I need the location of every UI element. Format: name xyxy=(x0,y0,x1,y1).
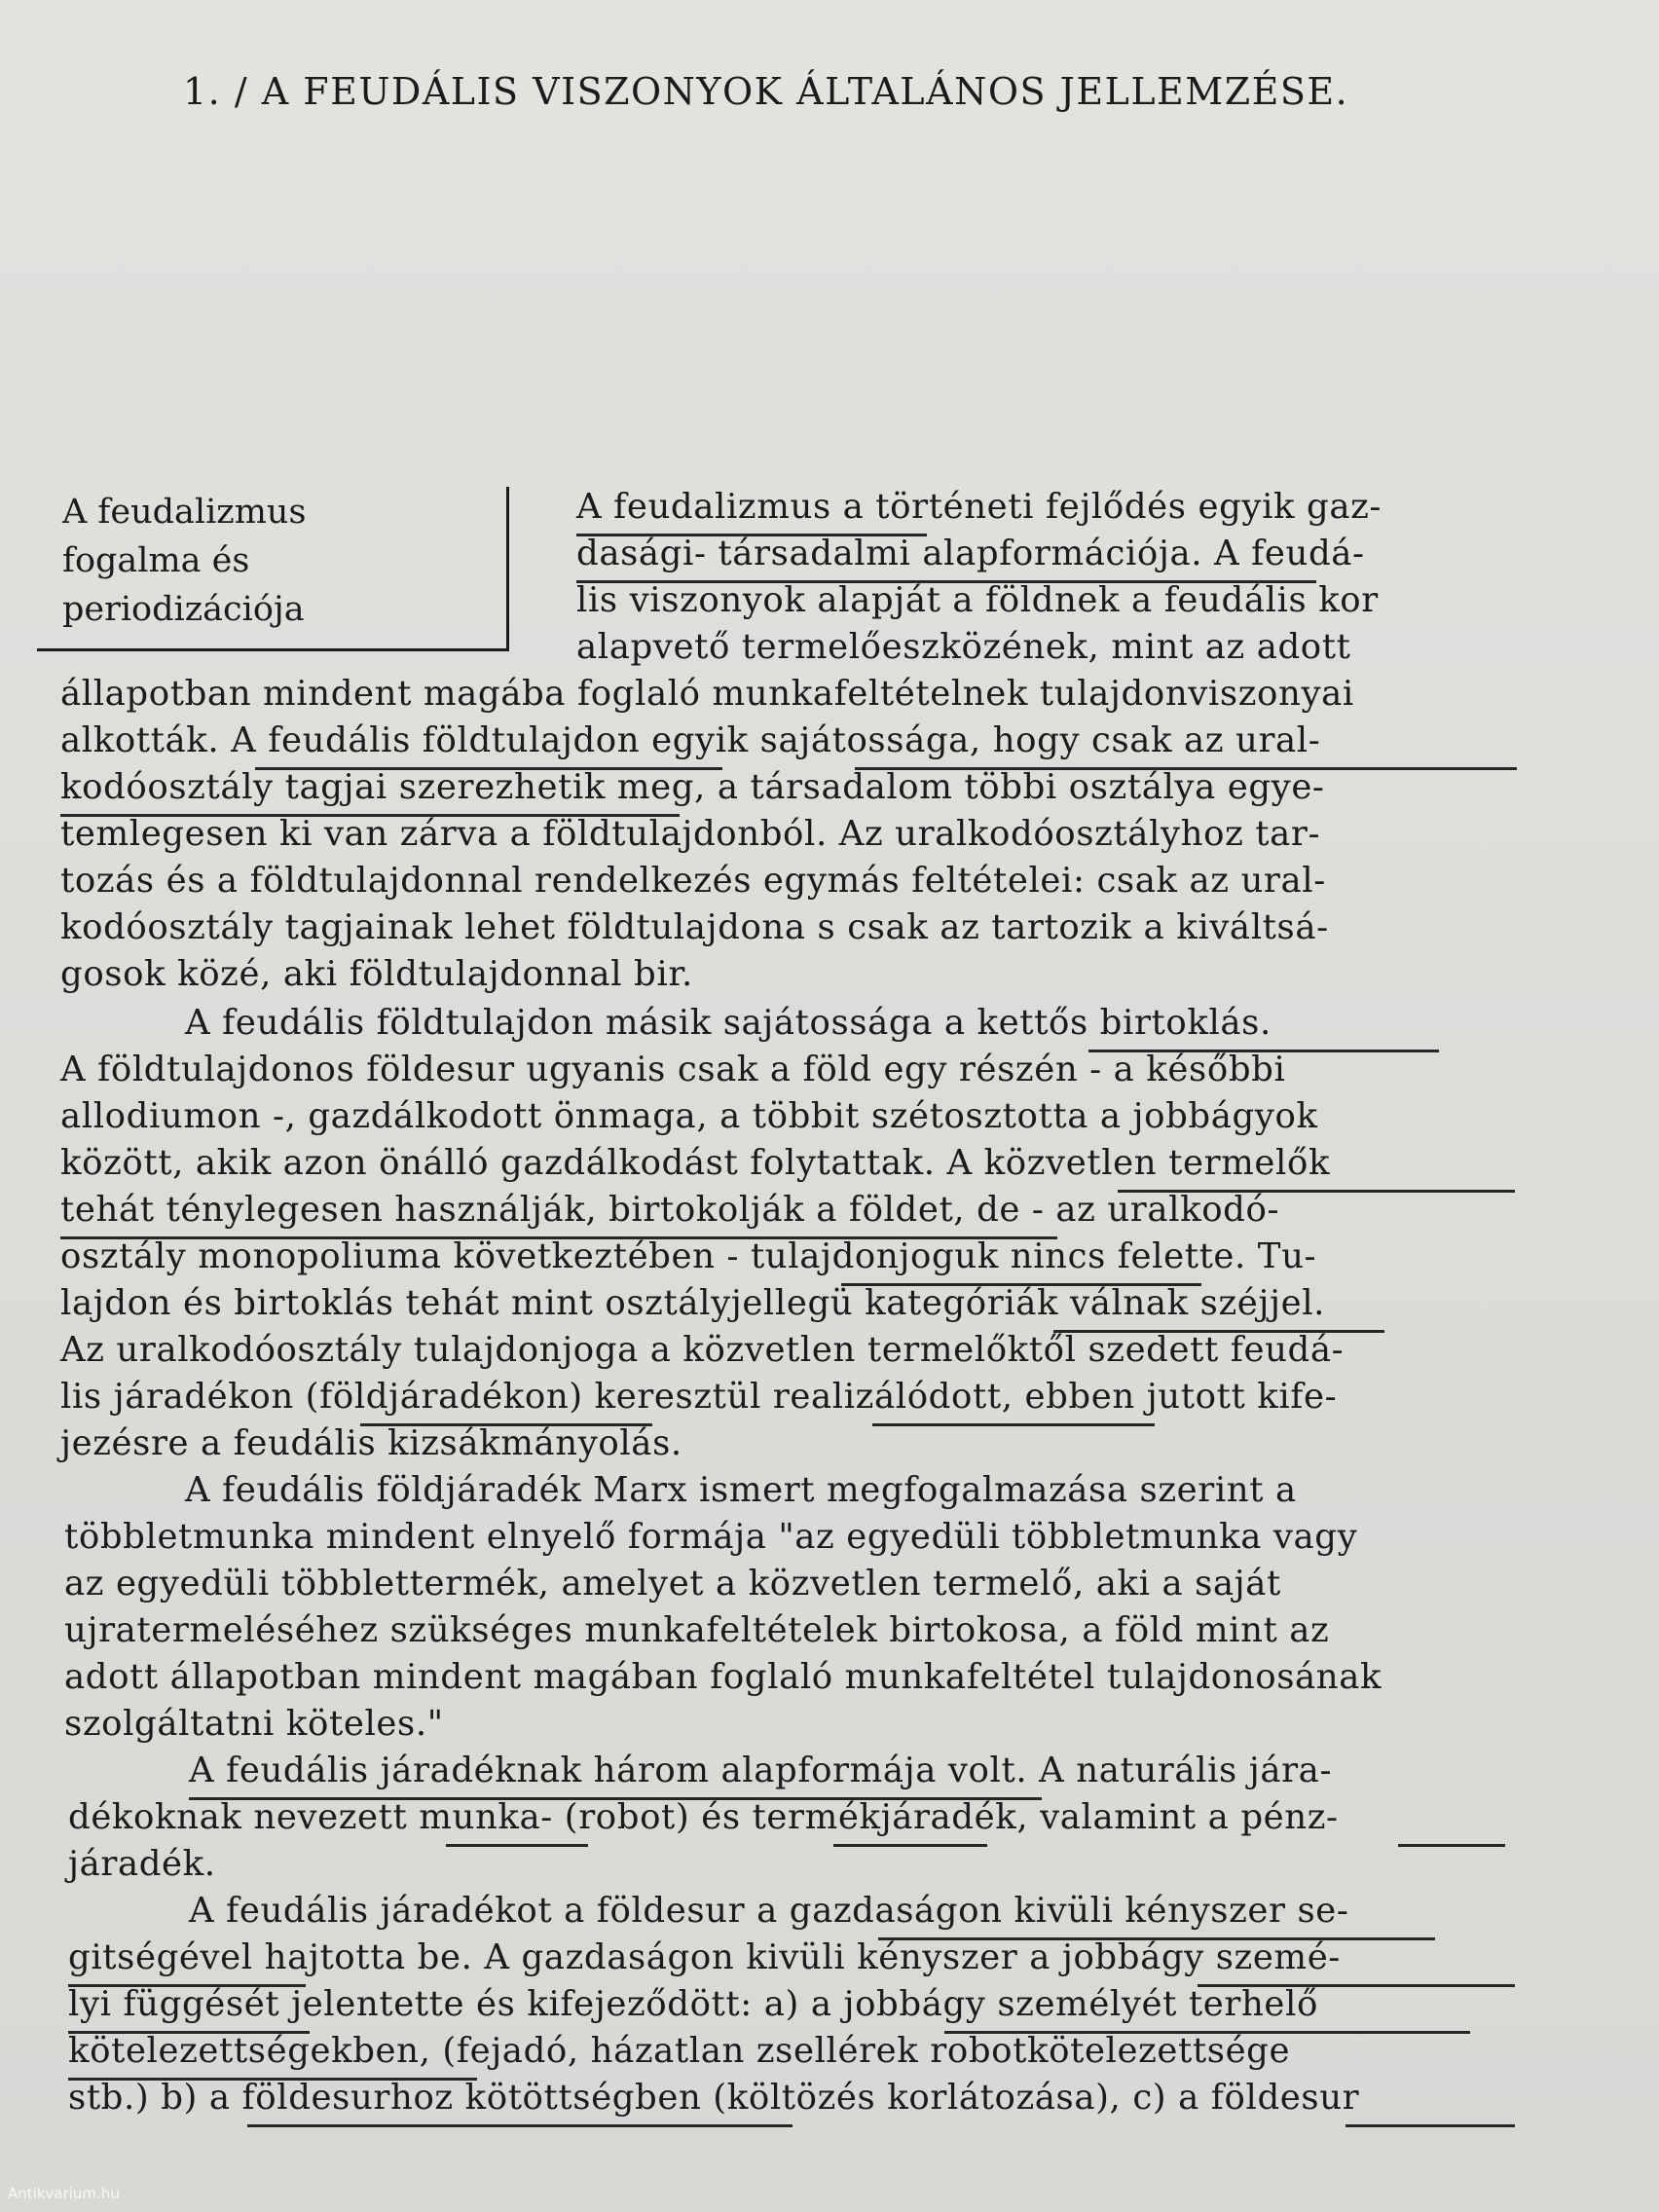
underline-mark xyxy=(446,1844,588,1847)
underline-mark xyxy=(247,2124,793,2127)
body-line: A feudalizmus a történeti fejlődés egyik gaz- xyxy=(576,487,1382,527)
body-line: temlegesen ki van zárva a földtulajdonból. Az uralkodóosztályhoz tar- xyxy=(60,814,1321,854)
margin-note-line: fogalma és xyxy=(62,541,250,580)
body-line: lis járadékon (földjáradékon) keresztül realizálódott, ebben jutott kife- xyxy=(60,1377,1338,1417)
underline-mark xyxy=(944,2031,1470,2034)
body-line: gitségével hajtotta be. A gazdaságon kivüli kényszer a jobbágy szemé- xyxy=(68,1937,1341,1977)
body-line: dasági- társadalmi alapformációja. A feudá- xyxy=(576,534,1365,573)
body-line: alapvető termelőeszközének, mint az adott xyxy=(576,627,1351,667)
underline-mark xyxy=(833,1844,987,1847)
body-line: A feudális földjáradék Marx ismert megfogalmazása szerint a xyxy=(185,1470,1297,1510)
body-line: adott állapotban mindent magában foglaló munkafeltétel tulajdonosának xyxy=(64,1657,1382,1697)
underline-mark xyxy=(255,767,722,770)
underline-mark xyxy=(68,1984,306,1987)
body-line: A feudális járadéknak három alapformája volt. A naturális jára- xyxy=(189,1751,1333,1790)
underline-mark xyxy=(855,767,1517,770)
underline-mark xyxy=(68,2031,310,2034)
underline-mark xyxy=(60,814,680,817)
underline-mark xyxy=(878,1937,1435,1940)
body-line: A földtulajdonos földesur ugyanis csak a föld egy részén - a későbbi xyxy=(60,1050,1286,1089)
page-title: 1. / A FEUDÁLIS VISZONYOK ÁLTALÁNOS JELLEMZÉSE. xyxy=(183,70,1349,113)
margin-note-box xyxy=(37,487,509,651)
body-line: az egyedüli többlettermék, amelyet a közvetlen termelő, aki a saját xyxy=(64,1564,1281,1604)
body-line: tozás és a földtulajdonnal rendelkezés egymás feltételei: csak az ural- xyxy=(60,861,1326,901)
body-line: kötelezettségekben, (fejadó, házatlan zsellérek robotkötelezettsége xyxy=(68,2031,1291,2071)
underline-mark xyxy=(68,2078,477,2081)
body-line: osztály monopoliuma következtében - tulajdonjoguk nincs felette. Tu- xyxy=(60,1236,1317,1276)
body-line: járadék. xyxy=(68,1844,216,1884)
underline-mark xyxy=(1346,2124,1515,2127)
underline-mark xyxy=(1118,1190,1515,1193)
body-line: állapotban mindent magába foglaló munkafeltételnek tulajdonviszonyai xyxy=(60,674,1354,714)
watermark-text: Antikvarium.hu xyxy=(8,2185,120,2202)
body-line: tehát ténylegesen használják, birtokolják a földet, de - az uralkodó- xyxy=(60,1190,1280,1230)
body-line: lyi függését jelentette és kifejeződött: a) a jobbágy személyét terhelő xyxy=(68,1984,1318,2024)
underline-mark xyxy=(1088,1050,1439,1052)
body-line: jezésre a feudális kizsákmányolás. xyxy=(60,1423,682,1463)
underline-mark xyxy=(1053,1330,1384,1333)
underline-mark xyxy=(841,1283,1201,1286)
body-line: A feudális földtulajdon másik sajátossága a kettős birtoklás. xyxy=(185,1003,1272,1043)
body-line: között, akik azon önálló gazdálkodást folytattak. A közvetlen termelők xyxy=(60,1143,1331,1183)
body-line: Az uralkodóosztály tulajdonjoga a közvetlen termelőktől szedett feudá- xyxy=(60,1330,1345,1370)
body-line: kodóosztály tagjai szerezhetik meg, a társadalom többi osztálya egye- xyxy=(60,767,1325,807)
body-line: dékoknak nevezett munka- (robot) és termékjáradék, valamint a pénz- xyxy=(68,1797,1339,1837)
body-line: A feudális járadékot a földesur a gazdaságon kivüli kényszer se- xyxy=(189,1891,1349,1931)
body-line: szolgáltatni köteles." xyxy=(64,1704,444,1744)
margin-note-line: A feudalizmus xyxy=(62,493,307,532)
margin-note-line: periodizációja xyxy=(62,590,305,629)
underline-mark xyxy=(60,1236,1057,1239)
underline-mark xyxy=(872,1423,1155,1426)
underline-mark xyxy=(360,1423,652,1426)
body-line: kodóosztály tagjainak lehet földtulajdona s csak az tartozik a kiváltsá- xyxy=(60,907,1329,947)
body-line: gosok közé, aki földtulajdonnal bir. xyxy=(60,954,693,994)
body-line: allodiumon -, gazdálkodott önmaga, a többit szétosztotta a jobbágyok xyxy=(60,1096,1318,1136)
body-line: alkották. A feudális földtulajdon egyik sajátossága, hogy csak az ural- xyxy=(60,720,1321,760)
body-line: ujratermeléséhez szükséges munkafeltételek birtokosa, a föld mint az xyxy=(64,1610,1330,1650)
body-line: többletmunka mindent elnyelő formája "az egyedüli többletmunka vagy xyxy=(64,1517,1358,1557)
underline-mark xyxy=(576,534,927,536)
underline-mark xyxy=(1198,1984,1515,1987)
underline-mark xyxy=(576,580,1316,583)
underline-mark xyxy=(189,1797,1042,1800)
underline-mark xyxy=(1398,1844,1505,1847)
body-line: lajdon és birtoklás tehát mint osztályjellegü kategóriák válnak széjjel. xyxy=(60,1283,1326,1323)
body-line: stb.) b) a földesurhoz kötöttségben (költözés korlátozása), c) a földesur xyxy=(68,2078,1360,2118)
body-line: lis viszonyok alapját a földnek a feudális kor xyxy=(576,580,1379,620)
